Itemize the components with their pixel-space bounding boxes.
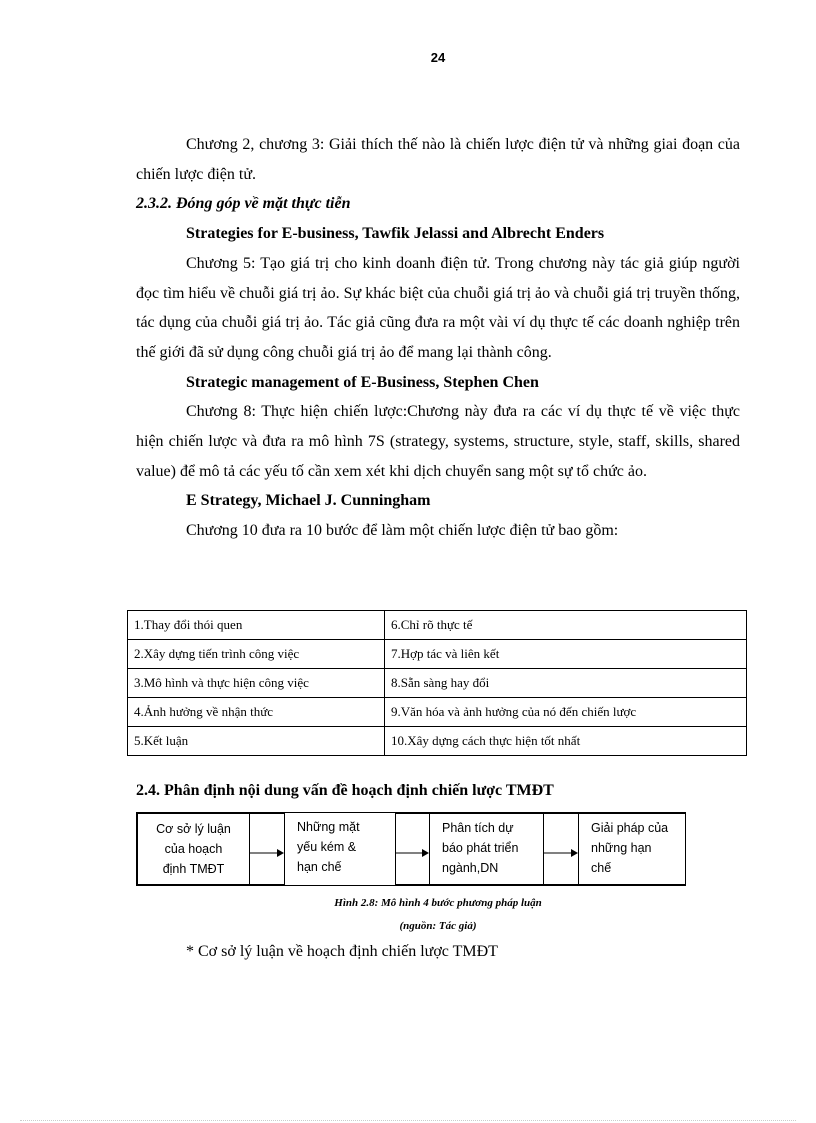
reference-3-paragraph: Chương 10 đưa ra 10 bước để làm một chiến lược điện tử bao gồm: (186, 522, 619, 540)
table-cell: 6.Chỉ rõ thực tế (385, 611, 747, 640)
diagram-box-line: của hoạch (164, 842, 223, 856)
table-row (128, 640, 747, 669)
reference-2-title: Strategic management of E-Business, Stephen Chen (186, 373, 539, 391)
diagram-box-forecast (429, 813, 544, 885)
diagram-box-line: yếu kém & (297, 840, 357, 854)
arrow-right-icon (544, 848, 578, 858)
diagram-box-line: Những mặt (297, 820, 360, 834)
table-row (128, 669, 747, 698)
page-bottom-divider (20, 1120, 796, 1121)
diagram-box-line: Cơ sở lý luận (156, 822, 231, 836)
table-cell: 1.Thay đổi thói quen (128, 611, 385, 640)
diagram-box-line: những hạn (591, 841, 652, 855)
chapters-2-3-paragraph: Chương 2, chương 3: Giải thích thế nào là chiến lược điện tử và những giai đoạn của chiến lược điện tử. (136, 136, 740, 183)
diagram-box-line: Giải pháp của (591, 821, 669, 835)
diagram-box-line: Phân tích dự (442, 821, 514, 835)
diagram-box-theory (137, 813, 250, 885)
reference-3-title: E Strategy, Michael J. Cunningham (186, 492, 431, 510)
table-cell: 7.Hợp tác và liên kết (385, 640, 747, 669)
section-2-3-2-heading: 2.3.2. Đóng góp về mặt thực tiễn (136, 195, 351, 213)
reference-2-paragraph: Chương 8: Thực hiện chiến lược:Chương này đưa ra các ví dụ thực tế về việc thực hiện chiến lược và đưa ra mô hình 7S (strategy, systems, structure, style, staff, skills, shared value) để mô tả các yếu tố cần xem xét khi dịch chuyển sang một sự tổ chức ảo. (136, 403, 740, 480)
table-cell: 9.Văn hóa và ảnh hưởng của nó đến chiến lược (385, 698, 747, 727)
table-row (128, 611, 747, 640)
arrow-right-icon (396, 848, 429, 858)
reference-1-paragraph: Chương 5: Tạo giá trị cho kinh doanh điện tử. Trong chương này tác giả giúp người đọc tìm hiểu về chuỗi giá trị ảo. Sự khác biệt của chuỗi giá trị ảo và chuỗi giá trị truyền thống, tác dụng của chuỗi giá trị ảo. Tác giả cũng đưa ra một vài ví dụ thực tế các doanh nghiệp trên thế giới đã sử dụng công chuỗi giá trị ảo để mang lại thành công. (136, 254, 740, 361)
table-cell: 3.Mô hình và thực hiện công việc (128, 669, 385, 698)
arrow-right-icon (250, 848, 284, 858)
page-number: 24 (430, 50, 446, 65)
diagram-box-line: chế (591, 861, 612, 875)
bullet-line: * Cơ sở lý luận về hoạch định chiến lược TMĐT (186, 943, 498, 960)
diagram-box-solutions (578, 813, 686, 885)
diagram-box-line: hạn chế (297, 860, 342, 874)
table-row (128, 727, 747, 756)
table-cell: 4.Ảnh hưởng về nhận thức (128, 698, 385, 727)
ten-steps-table (127, 610, 747, 756)
table-cell: 2.Xây dựng tiến trình công việc (128, 640, 385, 669)
table-cell: 8.Sẵn sàng hay đổi (385, 669, 747, 698)
diagram-box-line: định TMĐT (162, 862, 225, 876)
reference-1-title: Strategies for E-business, Tawfik Jelassi and Albrecht Enders (186, 225, 605, 243)
figure-caption: Hình 2.8: Mô hình 4 bước phương pháp luận (334, 897, 542, 909)
body-content (136, 130, 740, 546)
table-cell: 10.Xây dựng cách thực hiện tốt nhất (385, 727, 747, 756)
diagram-box-weaknesses (284, 812, 396, 886)
table-row (128, 698, 747, 727)
table-cell: 5.Kết luận (128, 727, 385, 756)
methodology-diagram (136, 812, 686, 886)
diagram-box-line: ngành,DN (442, 861, 499, 875)
figure-source: (nguồn: Tác giả) (399, 920, 477, 932)
section-2-4-heading: 2.4. Phân định nội dung vấn đề hoạch định chiến lược TMĐT (136, 782, 554, 799)
diagram-box-line: báo phát triển (442, 841, 519, 855)
